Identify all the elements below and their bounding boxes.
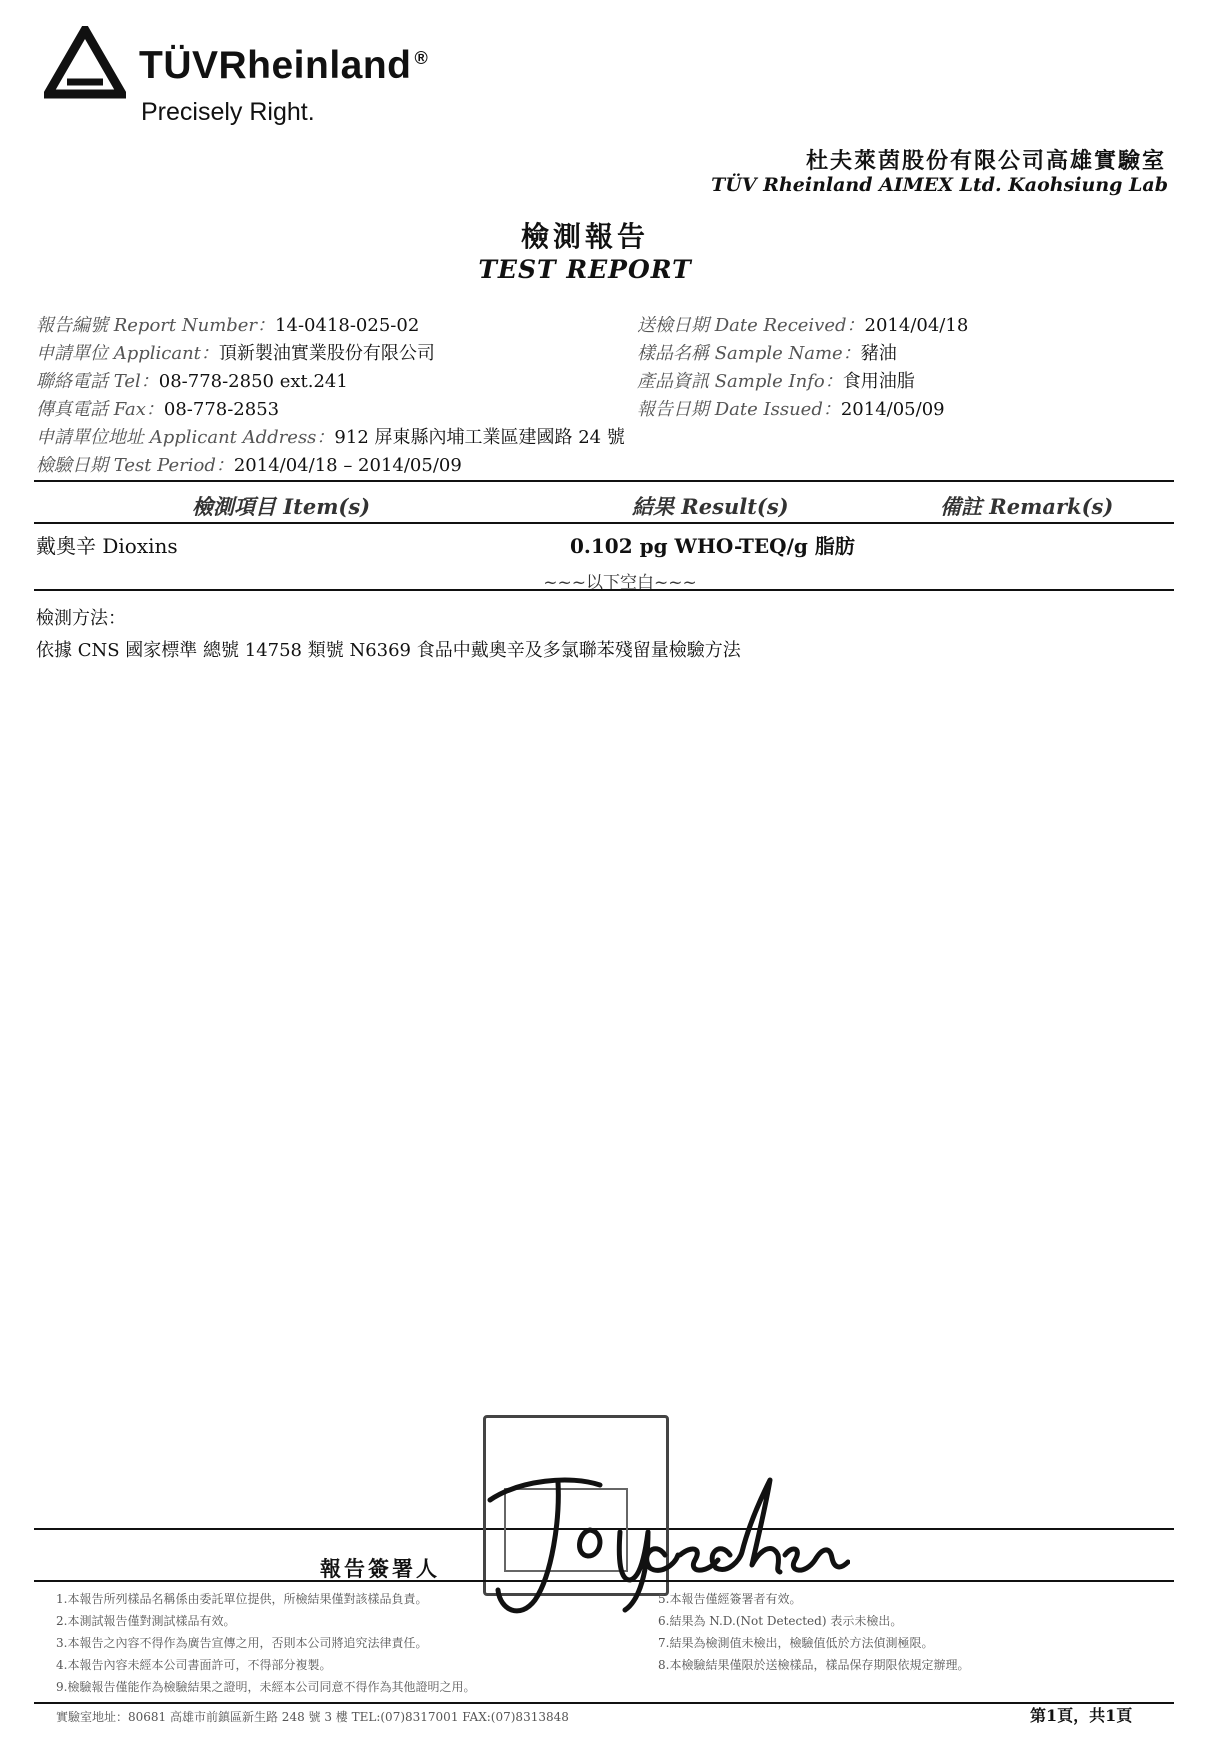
info-applicant: 申請單位 Applicant：頂新製油實業股份有限公司 (36, 343, 435, 364)
info-date-received: 送檢日期 Date Received：2014/04/18 (637, 315, 969, 336)
test-method-text: 依據 CNS 國家標準 總號 14758 類號 N6369 食品中戴奧辛及多氯聯苯殘留量檢驗方法 (36, 640, 741, 661)
table-header-remark: 備註 Remark(s) (940, 494, 1114, 519)
brand-name: TÜVRheinland ® (139, 44, 429, 87)
footer-rule (34, 1702, 1174, 1704)
info-test-period: 檢驗日期 Test Period：2014/04/18 – 2014/05/09 (36, 455, 462, 476)
table-header-item: 檢測項目 Item(s) (192, 494, 371, 519)
report-info-right (637, 312, 968, 424)
note-item: 4.本報告內容未經本公司書面許可，不得部分複製。 (56, 1658, 332, 1672)
lab-address: 實驗室地址：80681 高雄市前鎮區新生路 248 號 3 樓 TEL:(07)8317001 FAX:(07)8313848 (56, 1710, 569, 1724)
note-item: 3.本報告之內容不得作為廣告宣傳之用，否則本公司將追究法律責任。 (56, 1636, 428, 1650)
lab-name-en: TÜV Rheinland AIMEX Ltd. Kaohsiung Lab (711, 174, 1168, 196)
table-row-result: 0.102 pg WHO-TEQ/g 脂肪 (570, 534, 855, 558)
table-row-item: 戴奧辛 Dioxins (36, 534, 178, 558)
note-item: 6.結果為 N.D.(Not Detected) 表示未檢出。 (658, 1614, 903, 1628)
table-end-note: ~~~以下空白~~~ (543, 573, 697, 593)
table-header-result: 結果 Result(s) (632, 494, 789, 519)
signature-bottom-rule (34, 1580, 1174, 1582)
info-tel: 聯絡電話 Tel：08-778-2850 ext.241 (36, 371, 348, 392)
lab-name-zh: 杜夫萊茵股份有限公司高雄實驗室 (805, 148, 1166, 174)
test-method (36, 603, 741, 667)
note-item: 9.檢驗報告僅能作為檢驗結果之證明，未經本公司同意不得作為其他證明之用。 (56, 1680, 476, 1694)
info-sample-name: 樣品名稱 Sample Name：豬油 (637, 343, 897, 364)
page-number: 第1頁，共1頁 (1030, 1706, 1133, 1725)
info-fax: 傳真電話 Fax：08-778-2853 (36, 399, 280, 420)
info-date-issued: 報告日期 Date Issued：2014/05/09 (637, 399, 945, 420)
info-sample-info: 產品資訊 Sample Info：食用油脂 (637, 371, 915, 392)
table-bottom-rule (34, 589, 1174, 591)
table-header-rule (34, 522, 1174, 524)
info-report-number: 報告編號 Report Number：14-0418-025-02 (36, 315, 420, 336)
notes-left (56, 1588, 475, 1698)
test-method-label: 檢測方法： (36, 608, 126, 629)
report-info-left (36, 312, 625, 480)
note-item: 1.本報告所列樣品名稱係由委託單位提供，所檢結果僅對該樣品負責。 (56, 1592, 428, 1606)
report-title-zh: 檢測報告 (520, 220, 649, 253)
note-item: 2.本測試報告僅對測試樣品有效。 (56, 1614, 236, 1628)
notes-right (658, 1588, 969, 1676)
report-title-en: TEST REPORT (478, 255, 692, 284)
note-item: 5.本報告僅經簽署者有效。 (658, 1592, 802, 1606)
report-signatory-label: 報告簽署人 (320, 1556, 440, 1581)
brand-tagline: Precisely Right. (141, 98, 315, 126)
info-applicant-address: 申請單位地址 Applicant Address：912 屏東縣內埔工業區建國路 24 號 (36, 427, 625, 448)
table-top-rule (34, 480, 1174, 482)
note-item: 8.本檢驗結果僅限於送檢樣品，樣品保存期限依規定辦理。 (658, 1658, 970, 1672)
tuv-logo-triangle-icon (44, 26, 126, 100)
note-item: 7.結果為檢測值未檢出，檢驗值低於方法偵測極限。 (658, 1636, 934, 1650)
